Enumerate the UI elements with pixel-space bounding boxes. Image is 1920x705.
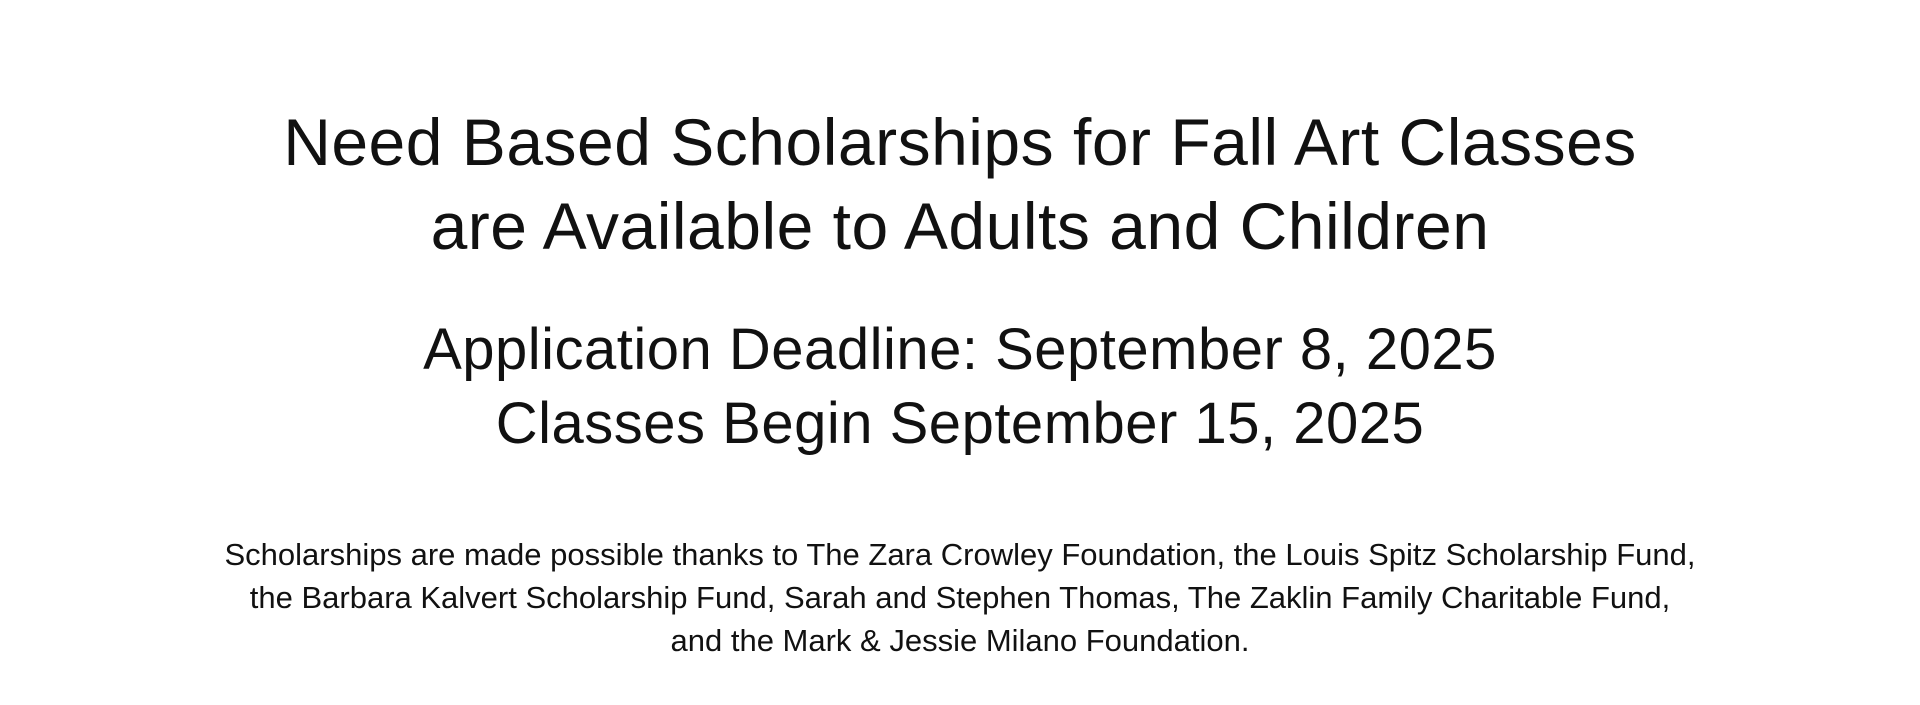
- credits-line-2: the Barbara Kalvert Scholarship Fund, Sarah and Stephen Thomas, The Zaklin Family Charitable Fund,: [249, 580, 1671, 615]
- classes-begin-date: Classes Begin September 15, 2025: [495, 391, 1425, 456]
- important-dates: [0, 313, 1920, 461]
- page-title: [0, 100, 1920, 268]
- headline-line-2: are Available to Adults and Children: [430, 189, 1490, 263]
- sponsor-credits: [0, 533, 1920, 662]
- credits-line-1: Scholarships are made possible thanks to The Zara Crowley Foundation, the Louis Spitz Scholarship Fund,: [224, 537, 1696, 572]
- credits-line-3: and the Mark & Jessie Milano Foundation.: [670, 623, 1250, 658]
- headline-line-1: Need Based Scholarships for Fall Art Classes: [283, 105, 1637, 179]
- application-deadline: Application Deadline: September 8, 2025: [423, 317, 1497, 382]
